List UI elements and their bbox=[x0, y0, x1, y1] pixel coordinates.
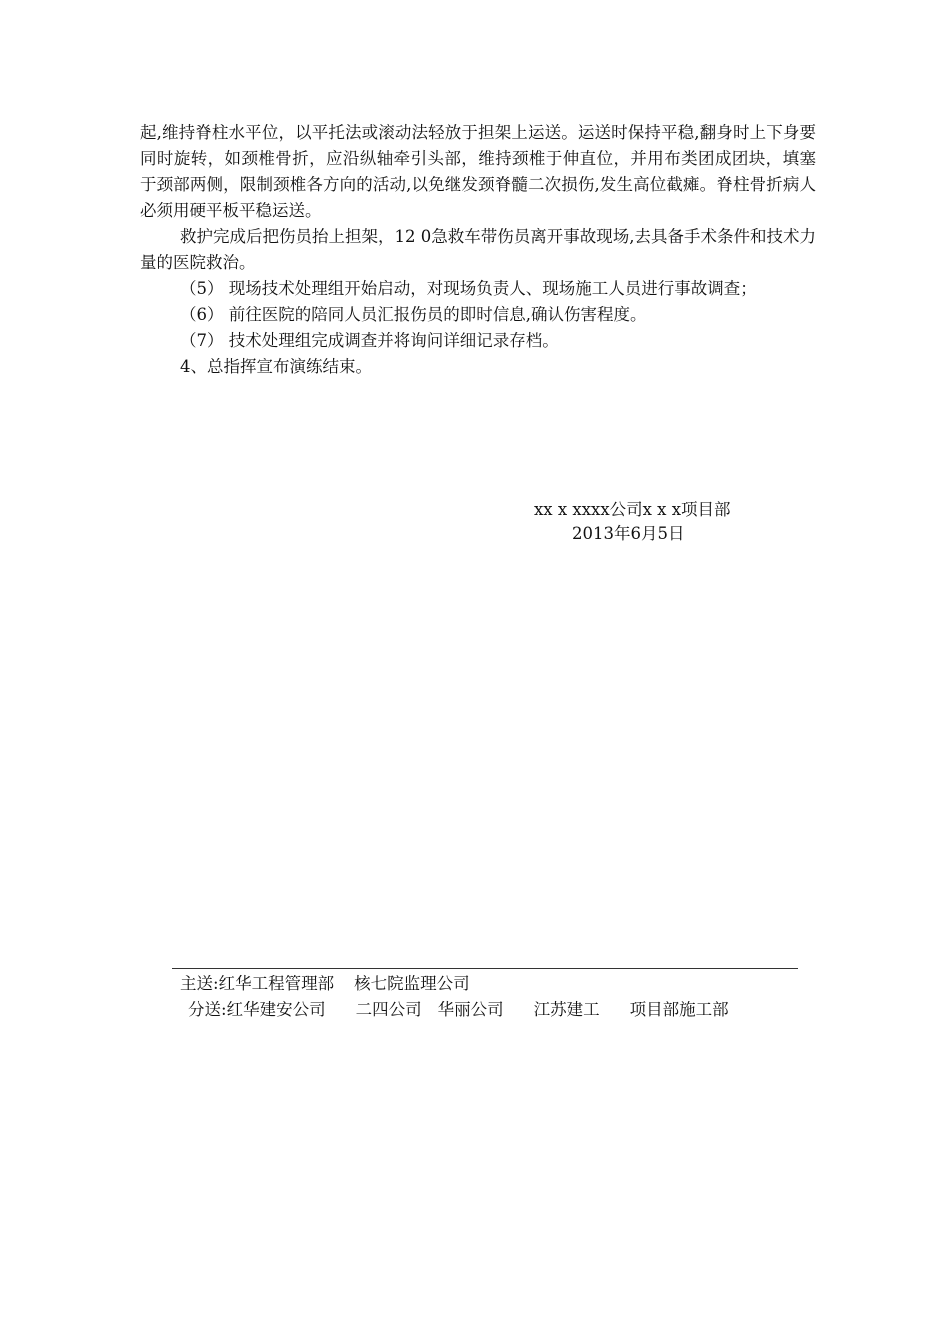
copy-recipients-label: 分送: bbox=[188, 1000, 227, 1019]
signature-date: 2013年6月5日 bbox=[572, 524, 685, 543]
document-body bbox=[140, 120, 816, 380]
main-recipients-line bbox=[180, 972, 470, 996]
main-recipient: 红华工程管理部 bbox=[218, 974, 335, 993]
step-4: 4、总指挥宣布演练结束。 bbox=[180, 357, 372, 376]
copy-recipients-line bbox=[188, 998, 729, 1022]
signature-organization: xx x xxxx公司x x x项目部 bbox=[534, 500, 731, 519]
copy-recipient: 红华建安公司 bbox=[226, 1000, 326, 1019]
list-item-7: （7） 技术处理组完成调查并将询问详细记录存档。 bbox=[180, 331, 559, 350]
main-recipient: 核七院监理公司 bbox=[354, 974, 470, 993]
copy-recipient: 项目部施工部 bbox=[629, 1000, 729, 1019]
copy-recipient: 华丽公司 bbox=[437, 1000, 504, 1019]
copy-recipient: 江苏建工 bbox=[533, 1000, 600, 1019]
copy-recipient: 二四公司 bbox=[355, 1000, 422, 1019]
main-recipients-label: 主送: bbox=[180, 974, 219, 993]
list-item-5: （5） 现场技术处理组开始启动，对现场负责人、现场施工人员进行事故调查； bbox=[180, 279, 757, 298]
signature-block bbox=[534, 498, 731, 546]
paragraph-ambulance-transfer: 救护完成后把伤员抬上担架，12 0急救车带伤员离开事故现场,去具备手术条件和技术力量的医院救治。 bbox=[140, 227, 816, 272]
paragraph-transport-instructions: 起,维持脊柱水平位，以平托法或滚动法轻放于担架上运送。运送时保持平稳,翻身时上下身要同时旋转，如颈椎骨折，应沿纵轴牵引头部，维持颈椎于伸直位，并用布类团成团块，填塞于颈部两侧，限制颈椎各方向的活动,以免继发颈脊髓二次损伤,发生高位截瘫。脊柱骨折病人必须用硬平板平稳运送。 bbox=[140, 123, 816, 220]
distribution-divider bbox=[172, 968, 798, 969]
list-item-6: （6） 前往医院的陪同人员汇报伤员的即时信息,确认伤害程度。 bbox=[180, 305, 647, 324]
